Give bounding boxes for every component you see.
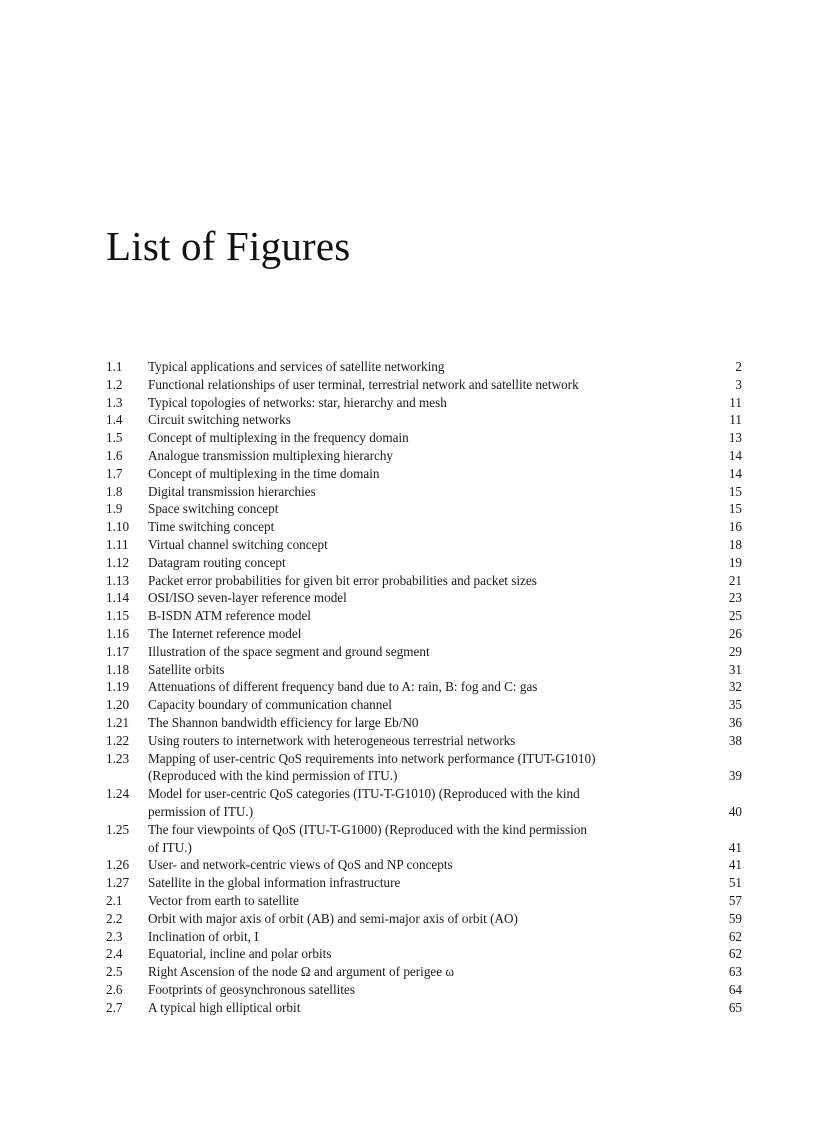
figure-caption-line: Capacity boundary of communication channel	[148, 697, 392, 713]
figure-number: 1.27	[106, 875, 130, 891]
figure-caption-line: Footprints of geosynchronous satellites	[148, 981, 355, 997]
figure-caption-line: Packet error probabilities for given bit error probabilities and packet sizes	[148, 572, 537, 588]
figure-caption-line: Concept of multiplexing in the frequency domain	[148, 430, 409, 446]
figure-caption-line: Typical topologies of networks: star, hierarchy and mesh	[148, 394, 447, 410]
figure-page-number: 65	[728, 999, 742, 1015]
figure-number: 1.5	[106, 430, 123, 446]
figure-caption-line: A typical high elliptical orbit	[148, 999, 301, 1015]
figure-caption-line: Concept of multiplexing in the time domain	[148, 465, 380, 481]
figure-entry[interactable]	[106, 376, 742, 394]
figure-number: 1.12	[106, 554, 130, 570]
figure-number: 2.6	[106, 981, 123, 997]
figure-caption-line: Space switching concept	[148, 501, 279, 517]
figure-caption-line: (Reproduced with the kind permission of ITU.)	[148, 768, 398, 784]
page-title: List of Figures	[106, 223, 351, 269]
figure-entry[interactable]	[106, 661, 742, 679]
figure-caption	[148, 447, 682, 465]
figure-caption	[148, 572, 682, 590]
figure-entry[interactable]	[106, 963, 742, 981]
figure-entry[interactable]	[106, 892, 742, 910]
figure-number: 1.26	[106, 857, 130, 873]
figure-page-number: 14	[728, 447, 742, 463]
figure-entry[interactable]	[106, 732, 742, 750]
figure-page-number: 18	[728, 536, 742, 552]
figure-caption-line: B-ISDN ATM reference model	[148, 608, 311, 624]
figure-number: 1.1	[106, 359, 123, 374]
figure-caption-line: Vector from earth to satellite	[148, 892, 299, 908]
figure-entry[interactable]	[106, 981, 742, 999]
figure-entry[interactable]	[106, 358, 742, 376]
figure-entry[interactable]	[106, 945, 742, 963]
figure-caption-line: Digital transmission hierarchies	[148, 483, 316, 499]
figure-caption	[148, 750, 682, 786]
figure-number: 1.7	[106, 465, 123, 481]
figure-caption	[148, 625, 682, 643]
figure-entry[interactable]	[106, 856, 742, 874]
figure-number: 1.3	[106, 394, 123, 410]
figure-caption	[148, 518, 682, 536]
figure-number: 1.13	[106, 572, 130, 588]
figure-page-number: 16	[728, 519, 742, 535]
figure-page-number: 64	[728, 981, 742, 997]
figure-caption-line: Model for user-centric QoS categories (ITU-T-G1010) (Reproduced with the kind	[148, 786, 580, 802]
figure-entry[interactable]	[106, 518, 742, 536]
figure-caption-line: Orbit with major axis of orbit (AB) and semi-major axis of orbit (AO)	[148, 910, 518, 926]
figure-caption-line: Right Ascension of the node Ω and argument of perigee ω	[148, 964, 455, 980]
figure-page-number: 38	[728, 732, 742, 748]
figure-entry[interactable]	[106, 910, 742, 928]
figure-number: 2.7	[106, 999, 123, 1015]
figure-caption	[148, 358, 682, 376]
figure-number: 1.8	[106, 483, 123, 499]
figure-caption	[148, 607, 682, 625]
figure-caption	[148, 376, 682, 394]
figure-number: 1.15	[106, 608, 130, 624]
figure-number: 1.14	[106, 590, 130, 606]
figure-number: 2.4	[106, 946, 123, 962]
figure-caption	[148, 483, 682, 501]
figure-page-number: 51	[728, 875, 742, 891]
figure-number: 1.11	[106, 536, 129, 552]
figure-caption-line: Analogue transmission multiplexing hierarchy	[148, 447, 394, 463]
figure-page-number: 19	[728, 554, 742, 570]
figure-caption	[148, 411, 682, 429]
figure-caption	[148, 661, 682, 679]
figure-page-number: 2	[735, 359, 742, 374]
figure-number: 1.21	[106, 714, 130, 730]
figure-caption-line: Inclination of orbit, I	[148, 928, 259, 944]
figure-entry[interactable]	[106, 394, 742, 412]
figure-caption-line: Time switching concept	[148, 519, 275, 535]
figure-number: 1.19	[106, 679, 130, 695]
figure-entry[interactable]	[106, 465, 742, 483]
figure-page-number: 11	[729, 394, 742, 410]
figure-entry[interactable]	[106, 625, 742, 643]
figure-page-number: 32	[728, 679, 742, 695]
figure-page-number: 35	[728, 697, 742, 713]
figure-page-number: 21	[728, 572, 742, 588]
figure-caption-line: Equatorial, incline and polar orbits	[148, 946, 332, 962]
figure-caption	[148, 589, 682, 607]
figure-caption	[148, 554, 682, 572]
figure-page-number: 3	[735, 376, 742, 392]
figure-caption	[148, 643, 682, 661]
figure-number: 1.23	[106, 750, 130, 766]
figure-number: 1.22	[106, 732, 130, 748]
figure-number: 1.2	[106, 376, 123, 392]
figure-number: 1.24	[106, 786, 130, 802]
figure-caption-line: of ITU.)	[148, 839, 192, 855]
figure-page-number: 41	[728, 839, 742, 855]
figure-caption	[148, 981, 682, 999]
figure-caption	[148, 785, 682, 821]
figure-page-number: 11	[729, 412, 742, 428]
figure-caption	[148, 696, 682, 714]
figure-page-number: 15	[728, 483, 742, 499]
figure-caption-line: The four viewpoints of QoS (ITU-T-G1000) (Reproduced with the kind permission	[148, 821, 588, 837]
figure-caption	[148, 536, 682, 554]
figure-caption-line: User- and network-centric views of QoS and NP concepts	[148, 857, 453, 873]
figure-number: 1.25	[106, 821, 130, 837]
figure-caption	[148, 678, 682, 696]
figure-page-number: 57	[728, 892, 742, 908]
figure-page-number: 36	[728, 714, 742, 730]
figure-caption	[148, 429, 682, 447]
figure-entry[interactable]	[106, 411, 742, 429]
figure-number: 1.9	[106, 501, 123, 517]
figure-entry[interactable]	[106, 678, 742, 696]
figure-caption	[148, 465, 682, 483]
figure-entry[interactable]	[106, 554, 742, 572]
figure-caption-line: Circuit switching networks	[148, 412, 291, 428]
figure-number: 1.10	[106, 519, 130, 535]
figure-number: 1.16	[106, 625, 130, 641]
figure-page-number: 23	[728, 590, 742, 606]
figure-entry[interactable]	[106, 785, 742, 821]
figure-caption-line: OSI/ISO seven-layer reference model	[148, 590, 347, 606]
figure-caption-line: Virtual channel switching concept	[148, 536, 328, 552]
figure-page-number: 62	[728, 928, 742, 944]
figure-entry[interactable]	[106, 874, 742, 892]
figure-page-number: 26	[728, 625, 742, 641]
figure-caption-line: Using routers to internetwork with heterogeneous terrestrial networks	[148, 732, 516, 748]
figure-caption-line: Datagram routing concept	[148, 554, 286, 570]
figure-entry[interactable]	[106, 999, 742, 1017]
figure-entry[interactable]	[106, 714, 742, 732]
figure-number: 1.20	[106, 697, 130, 713]
figure-number: 1.6	[106, 447, 123, 463]
figure-page-number: 14	[728, 465, 742, 481]
figure-number: 2.2	[106, 910, 123, 926]
figure-caption	[148, 963, 682, 981]
figure-caption	[148, 856, 682, 874]
figure-page-number: 39	[728, 768, 742, 784]
figure-caption-line: Satellite orbits	[148, 661, 225, 677]
figure-entry[interactable]	[106, 696, 742, 714]
figure-caption-line: permission of ITU.)	[148, 803, 254, 819]
figure-caption	[148, 874, 682, 892]
figure-entry[interactable]	[106, 429, 742, 447]
figure-caption	[148, 394, 682, 412]
figure-page-number: 62	[728, 946, 742, 962]
figure-caption	[148, 910, 682, 928]
figure-entry[interactable]	[106, 572, 742, 590]
figure-entry[interactable]	[106, 928, 742, 946]
figure-caption	[148, 821, 682, 857]
figure-caption-line: Attenuations of different frequency band due to A: rain, B: fog and C: gas	[148, 679, 538, 695]
figure-caption	[148, 892, 682, 910]
figure-page-number: 15	[728, 501, 742, 517]
figure-caption-line: Typical applications and services of satellite networking	[148, 359, 445, 374]
figure-list	[106, 358, 742, 1016]
figure-caption	[148, 928, 682, 946]
figure-caption	[148, 714, 682, 732]
figure-page-number: 41	[728, 857, 742, 873]
figure-entry[interactable]	[106, 500, 742, 518]
figure-caption-line: Mapping of user-centric QoS requirements into network performance (ITUT-G1010)	[148, 750, 596, 766]
figure-caption-line: Illustration of the space segment and ground segment	[148, 643, 430, 659]
figure-number: 2.1	[106, 892, 123, 908]
figure-number: 1.18	[106, 661, 130, 677]
figure-caption	[148, 500, 682, 518]
figure-entry[interactable]	[106, 643, 742, 661]
figure-caption-line: The Shannon bandwidth efficiency for large Eb/N0	[148, 714, 419, 730]
figure-caption-line: Satellite in the global information infrastructure	[148, 875, 401, 891]
figure-page-number: 31	[728, 661, 742, 677]
figure-number: 1.4	[106, 412, 123, 428]
figure-caption	[148, 732, 682, 750]
figure-number: 2.5	[106, 964, 123, 980]
figure-number: 2.3	[106, 928, 123, 944]
figure-page-number: 25	[728, 608, 742, 624]
figure-page-number: 63	[728, 964, 742, 980]
figure-page-number: 29	[728, 643, 742, 659]
figure-caption	[148, 945, 682, 963]
figure-number: 1.17	[106, 643, 130, 659]
figure-entry[interactable]	[106, 750, 742, 786]
figure-caption-line: Functional relationships of user terminal, terrestrial network and satellite network	[148, 376, 579, 392]
figure-page-number: 59	[728, 910, 742, 926]
figure-page-number: 13	[728, 430, 742, 446]
figure-entry[interactable]	[106, 607, 742, 625]
figure-entry[interactable]	[106, 483, 742, 501]
figure-caption-line: The Internet reference model	[148, 625, 302, 641]
figure-page-number: 40	[728, 803, 742, 819]
figure-entry[interactable]	[106, 536, 742, 554]
figure-entry[interactable]	[106, 447, 742, 465]
figure-entry[interactable]	[106, 821, 742, 857]
figure-entry[interactable]	[106, 589, 742, 607]
figure-caption	[148, 999, 682, 1017]
